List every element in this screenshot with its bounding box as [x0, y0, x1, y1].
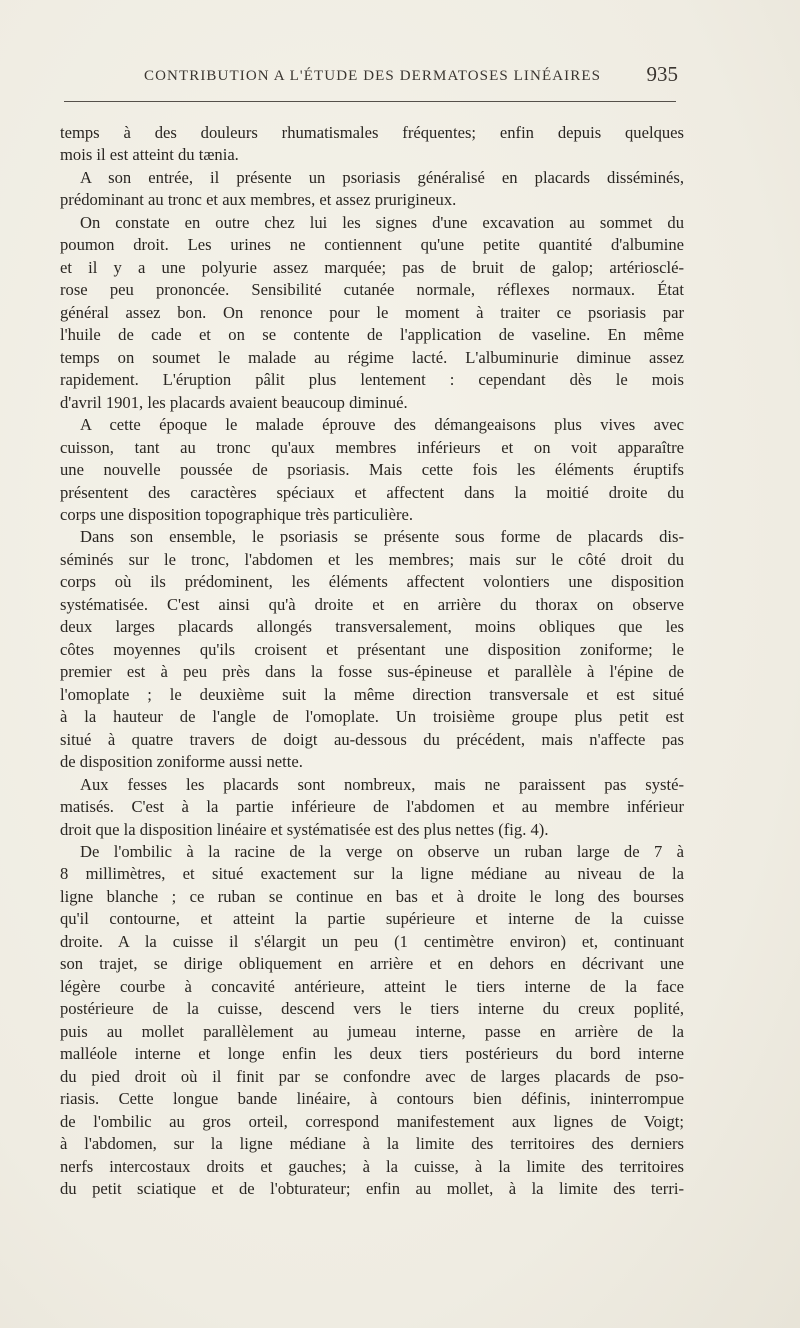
text-line: temps à des douleurs rhumatismales fréquentes; enfin depuis quelques	[60, 123, 684, 142]
text-line: du pied droit où il finit par se confondre avec de larges placards de pso-	[60, 1066, 684, 1086]
text-line: à la hauteur de l'angle de l'omoplate. Un troisième groupe plus petit est	[60, 707, 684, 727]
text-line: rapidement. L'éruption pâlit plus lentement : cependant dès le mois	[60, 370, 684, 390]
text-line: Dans son ensemble, le psoriasis se présente sous forme de placards dis-	[80, 527, 684, 547]
text-line: une nouvelle poussée de psoriasis. Mais cette fois les éléments éruptifs	[60, 460, 684, 480]
text-line: postérieure de la cuisse, descend vers le tiers interne du creux poplité,	[60, 999, 684, 1019]
text-line: de disposition zoniforme aussi nette.	[60, 752, 303, 772]
text-line: riasis. Cette longue bande linéaire, à contours bien définis, ininterrompue	[60, 1089, 684, 1109]
text-line: puis au mollet parallèlement au jumeau interne, passe en arrière de la	[60, 1021, 684, 1041]
text-line: malléole interne et longe enfin les deux tiers postérieurs du bord interne	[60, 1044, 684, 1064]
text-line: ligne blanche ; ce ruban se continue en bas et à droite le long des bourses	[60, 886, 684, 906]
text-line: A cette époque le malade éprouve des démangeaisons plus vives avec	[80, 415, 684, 435]
text-line: A son entrée, il présente un psoriasis généralisé en placards disséminés,	[80, 167, 684, 187]
text-line: situé à quatre travers de doigt au-dessous du précédent, mais n'affecte pas	[60, 729, 684, 749]
text-line: du petit sciatique et de l'obturateur; enfin au mollet, à la limite des terri-	[60, 1179, 684, 1199]
text-line: présentent des caractères spéciaux et affectent dans la moitié droite du	[60, 482, 684, 502]
text-line: Aux fesses les placards sont nombreux, mais ne paraissent pas systé-	[80, 774, 684, 794]
text-line: à l'abdomen, sur la ligne médiane à la limite des territoires des derniers	[60, 1134, 684, 1154]
text-line: prédominant au tronc et aux membres, et assez prurigineux.	[60, 190, 457, 210]
text-line: droit que la disposition linéaire et systématisée est des plus nettes (fig. 4).	[60, 819, 549, 839]
text-line: deux larges placards allongés transversalement, moins obliques que les	[60, 617, 684, 637]
text-line: De l'ombilic à la racine de la verge on observe un ruban large de 7 à	[80, 842, 684, 861]
running-title: CONTRIBUTION A L'ÉTUDE DES DERMATOSES LINÉAIRES	[144, 68, 602, 84]
text-line: On constate en outre chez lui les signes d'une excavation au sommet du	[80, 212, 684, 232]
text-line: cuisson, tant au tronc qu'aux membres inférieurs et on voit apparaître	[60, 437, 684, 457]
text-line: systématisée. C'est ainsi qu'à droite et en arrière du thorax on observe	[60, 594, 684, 614]
text-line: de l'ombilic au gros orteil, correspond manifestement aux lignes de Voigt;	[60, 1111, 684, 1131]
text-line: droite. A la cuisse il s'élargit un peu (1 centimètre environ) et, continuant	[60, 931, 684, 951]
text-line: qu'il contourne, et atteint la partie supérieure et interne de la cuisse	[60, 909, 684, 929]
text-line: d'avril 1901, les placards avaient beaucoup diminué.	[60, 392, 408, 412]
text-line: l'omoplate ; le deuxième suit la même direction transversale et est situé	[60, 684, 684, 704]
page-number: 935	[646, 62, 678, 86]
text-line: temps on soumet le malade au régime lacté. L'albuminurie diminue assez	[60, 347, 684, 367]
text-line: général assez bon. On renonce pour le moment à traiter ce psoriasis par	[60, 302, 684, 322]
text-line: séminés sur le tronc, l'abdomen et les membres; mais sur le côté droit du	[60, 549, 684, 569]
text-line: rose peu prononcée. Sensibilité cutanée normale, réflexes normaux. État	[60, 280, 684, 300]
text-line: corps où ils prédominent, les éléments affectent volontiers une disposition	[60, 572, 684, 592]
text-line: premier est à peu près dans la fosse sus-épineuse et parallèle à l'épine de	[60, 662, 684, 682]
body-text	[60, 122, 684, 1201]
text-line: côtes moyennes qu'ils croisent et présentant une disposition zoniforme; le	[60, 639, 684, 659]
text-line: 8 millimètres, et situé exactement sur la ligne médiane au niveau de la	[60, 864, 684, 884]
text-line: son trajet, se dirige obliquement en arrière et en dehors en décrivant une	[60, 954, 684, 974]
text-line: et il y a une polyurie assez marquée; pas de bruit de galop; artériosclé-	[60, 257, 684, 277]
page-header	[64, 62, 682, 92]
text-line: nerfs intercostaux droits et gauches; à la cuisse, à la limite des territoires	[60, 1156, 684, 1176]
text-line: l'huile de cade et on se contente de l'application de vaseline. En même	[60, 325, 684, 345]
header-rule	[64, 101, 676, 102]
text-line: légère courbe à concavité antérieure, atteint le tiers interne de la face	[60, 976, 684, 996]
text-line: mois il est atteint du tænia.	[60, 145, 239, 165]
text-line: matisés. C'est à la partie inférieure de l'abdomen et au membre inférieur	[60, 797, 684, 817]
text-line: corps une disposition topographique très particulière.	[60, 504, 413, 524]
text-line: poumon droit. Les urines ne contiennent qu'une petite quantité d'albumine	[60, 235, 684, 255]
